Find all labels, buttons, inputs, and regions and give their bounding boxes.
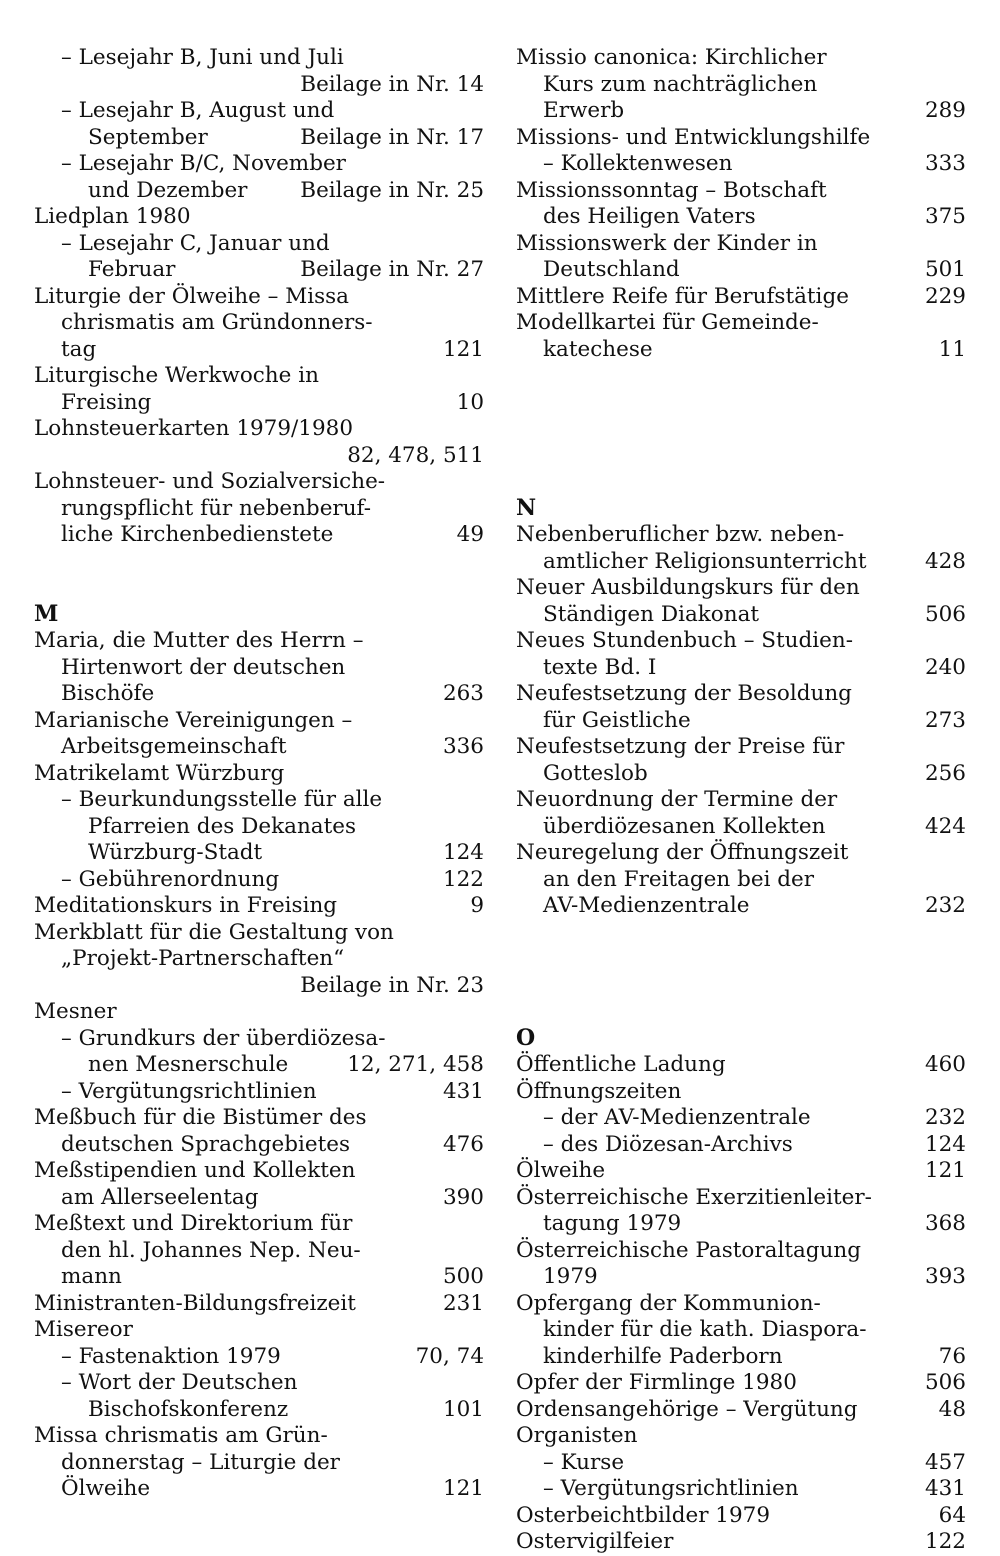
index-entry-line: [34, 309, 484, 336]
entry-text: Neuordnung der Termine der: [516, 787, 838, 812]
page-reference: 460: [924, 1052, 966, 1077]
page-reference: 64: [938, 1502, 966, 1528]
index-entry-line: [34, 1184, 484, 1211]
entry-text: Missio canonica: Kirchlicher: [516, 45, 827, 70]
entry-text: Liedplan 1980: [34, 204, 191, 229]
index-entry-line: [34, 44, 484, 71]
entry-text: Ständigen Diakonat: [543, 601, 760, 627]
index-entry-line: [34, 1263, 484, 1290]
index-entry-line: [516, 1369, 966, 1396]
entry-text: donnerstag – Liturgie der: [61, 1449, 340, 1475]
entry-text: Ölweihe: [61, 1476, 151, 1501]
index-entry-line: [516, 813, 966, 840]
entry-text: – Gebührenordnung: [61, 866, 280, 892]
index-entry-line: [516, 972, 966, 999]
entry-text: – Wort der Deutschen: [61, 1370, 298, 1395]
page-reference: 476: [442, 1131, 484, 1157]
index-entry-line: [516, 71, 966, 98]
page-reference: 506: [924, 1370, 966, 1395]
index-entry-line: [516, 1502, 966, 1529]
index-entry-line: [516, 654, 966, 681]
index-entry-line: [34, 1475, 484, 1502]
page-reference: 124: [924, 1131, 966, 1157]
index-entry-line: [516, 44, 966, 71]
index-entry-line: [34, 760, 484, 787]
entry-text: tag: [61, 336, 97, 362]
entry-text: Liturgische Werkwoche in: [34, 363, 319, 388]
page-reference: 240: [924, 654, 966, 680]
entry-text: – Lesejahr B, August und: [61, 98, 335, 123]
index-entry-line: [516, 1078, 966, 1105]
entry-text: und Dezember: [88, 177, 248, 203]
index-entry-line: [34, 1104, 484, 1131]
entry-text: – Kurse: [543, 1449, 625, 1475]
index-entry-line: [34, 468, 484, 495]
page-reference: 232: [924, 1105, 966, 1130]
entry-text: – Fastenaktion 1979: [61, 1343, 281, 1369]
entry-text: texte Bd. I: [543, 654, 657, 680]
index-entry-line: [34, 813, 484, 840]
page-reference: 256: [924, 760, 966, 786]
entry-text: AV-Medienzentrale: [543, 893, 750, 918]
entry-text: rungspflicht für nebenberuf-: [61, 495, 371, 521]
page-reference: 431: [924, 1476, 966, 1501]
index-entry-line: [516, 1422, 966, 1449]
entry-text: Marianische Vereinigungen –: [34, 707, 353, 733]
index-entry-line: [516, 362, 966, 389]
page-reference: 11: [938, 336, 966, 362]
index-entry-line: [516, 283, 966, 310]
page-reference: 12, 271, 458: [347, 1052, 484, 1077]
index-entry-line: [34, 150, 484, 177]
index-entry-line: [34, 654, 484, 681]
entry-text: – Grundkurs der überdiözesa-: [61, 1025, 386, 1051]
index-entry-line: [516, 1237, 966, 1264]
page-reference: 336: [442, 734, 484, 759]
entry-text: – Beurkundungsstelle für alle: [61, 787, 383, 812]
entry-text: M: [34, 600, 59, 627]
entry-text: Neufestsetzung der Besoldung: [516, 681, 852, 706]
page-reference: 431: [442, 1078, 484, 1104]
entry-text: Matrikelamt Würzburg: [34, 760, 285, 786]
index-entry-line: [34, 919, 484, 946]
index-entry-line: [34, 495, 484, 522]
index-entry-line: [516, 945, 966, 972]
entry-text: Februar: [88, 257, 176, 282]
page-reference: 229: [924, 283, 966, 309]
index-entry-line: [516, 1316, 966, 1343]
entry-text: Bischöfe: [61, 681, 155, 706]
page-reference: 500: [442, 1264, 484, 1289]
entry-text: amtlicher Religionsunterricht: [543, 548, 867, 574]
entry-text: Mesner: [34, 999, 117, 1024]
index-entry-line: [516, 1290, 966, 1317]
entry-text: Gotteslob: [543, 760, 648, 786]
page-reference: 124: [442, 840, 484, 865]
index-entry-line: [34, 866, 484, 893]
entry-text: N: [516, 494, 537, 521]
page-reference: 501: [924, 257, 966, 282]
entry-text: – Vergütungsrichtlinien: [543, 1476, 799, 1501]
entry-text: überdiözesanen Kollekten: [543, 813, 826, 839]
index-entry-line: [34, 972, 484, 999]
entry-text: Ministranten-Bildungsfreizeit: [34, 1290, 356, 1316]
entry-text: tagung 1979: [543, 1211, 682, 1236]
index-entry-line: [34, 1449, 484, 1476]
page-reference: 70, 74: [415, 1343, 484, 1369]
section-letter: [34, 601, 484, 628]
index-entry-line: [516, 1157, 966, 1184]
entry-text: den hl. Johannes Nep. Neu-: [61, 1237, 361, 1263]
entry-text: – Lesejahr B/C, November: [61, 151, 346, 176]
page-reference: 232: [924, 893, 966, 918]
index-entry-line: [516, 1210, 966, 1237]
page-reference: 121: [442, 1476, 484, 1501]
entry-text: Österreichische Exerzitienleiter-: [516, 1184, 872, 1210]
index-entry-line: [34, 124, 484, 151]
index-entry-line: [34, 1422, 484, 1449]
entry-text: – Lesejahr B, Juni und Juli: [61, 45, 344, 70]
index-entry-line: [34, 230, 484, 257]
index-entry-line: [34, 177, 484, 204]
entry-text: deutschen Sprachgebietes: [61, 1131, 351, 1157]
index-entry-line: [34, 892, 484, 919]
index-entry-line: [34, 1131, 484, 1158]
entry-text: an den Freitagen bei der: [543, 866, 815, 892]
entry-text: Bischofskonferenz: [88, 1396, 289, 1422]
index-entry-line: [516, 919, 966, 946]
index-entry-line: [34, 442, 484, 469]
index-entry-line: [34, 707, 484, 734]
index-entry-line: [34, 283, 484, 310]
entry-text: liche Kirchenbedienstete: [61, 522, 334, 547]
entry-text: Mittlere Reife für Berufstätige: [516, 283, 849, 309]
index-entry-line: [516, 1051, 966, 1078]
entry-text: kinder für die kath. Diaspora-: [543, 1317, 867, 1342]
page-reference: 121: [924, 1158, 966, 1183]
index-entry-line: [516, 124, 966, 151]
index-entry-line: [34, 998, 484, 1025]
index-entry-line: [34, 203, 484, 230]
index-entry-line: [516, 177, 966, 204]
index-entry-line: [516, 627, 966, 654]
index-entry-line: [34, 945, 484, 972]
entry-text: Meßstipendien und Kollekten: [34, 1158, 356, 1183]
index-entry-line: [516, 892, 966, 919]
entry-text: Öffentliche Ladung: [516, 1052, 726, 1077]
index-entry-line: [34, 1051, 484, 1078]
index-entry-line: [516, 760, 966, 787]
page-reference: 333: [924, 151, 966, 176]
index-entry-line: [516, 150, 966, 177]
index-entry-line: [516, 1449, 966, 1476]
page-reference: 48: [938, 1396, 966, 1422]
section-letter: [516, 1025, 966, 1052]
entry-text: Missionssonntag – Botschaft: [516, 177, 827, 203]
page-reference: Beilage in Nr. 14: [300, 71, 484, 97]
entry-text: Öffnungszeiten: [516, 1078, 682, 1104]
page-reference: 122: [442, 866, 484, 892]
index-entry-line: [34, 1025, 484, 1052]
entry-text: Ordensangehörige – Vergütung: [516, 1396, 858, 1422]
page-reference: 393: [924, 1264, 966, 1289]
entry-text: des Heiligen Vaters: [543, 204, 756, 229]
page-reference: 101: [442, 1396, 484, 1422]
page-reference: Beilage in Nr. 23: [300, 972, 484, 998]
entry-text: Lohnsteuerkarten 1979/1980: [34, 416, 354, 441]
index-entry-line: [516, 1263, 966, 1290]
index-entry-line: [516, 1131, 966, 1158]
index-entry-line: [34, 786, 484, 813]
entry-text: Maria, die Mutter des Herrn –: [34, 628, 364, 653]
index-entry-line: [34, 1290, 484, 1317]
entry-text: – der AV-Medienzentrale: [543, 1105, 811, 1130]
index-entry-line: [516, 786, 966, 813]
index-entry-line: [516, 680, 966, 707]
entry-text: – Lesejahr C, Januar und: [61, 230, 330, 256]
index-entry-line: [34, 362, 484, 389]
page-reference: Beilage in Nr. 17: [300, 124, 484, 150]
index-entry-line: [34, 521, 484, 548]
entry-text: „Projekt-Partnerschaften“: [61, 946, 345, 971]
entry-text: nen Mesnerschule: [88, 1052, 289, 1077]
page-reference: 76: [938, 1343, 966, 1369]
entry-text: – Kollektenwesen: [543, 151, 733, 176]
entry-text: Neuer Ausbildungskurs für den: [516, 575, 860, 600]
page-reference: Beilage in Nr. 25: [300, 177, 484, 203]
index-entry-line: [516, 1475, 966, 1502]
index-entry-line: [34, 680, 484, 707]
index-entry-line: [34, 336, 484, 363]
entry-text: Opfer der Firmlinge 1980: [516, 1370, 797, 1395]
entry-text: O: [516, 1024, 536, 1051]
index-entry-line: [516, 1343, 966, 1370]
index-entry-line: [34, 548, 484, 575]
index-entry-line: [34, 1157, 484, 1184]
page-reference: 506: [924, 601, 966, 627]
entry-text: Meditationskurs in Freising: [34, 893, 338, 918]
index-entry-line: [516, 468, 966, 495]
index-entry-line: [34, 839, 484, 866]
index-entry-line: [34, 97, 484, 124]
entry-text: Missions- und Entwicklungshilfe: [516, 124, 871, 150]
index-entry-line: [516, 707, 966, 734]
entry-text: Hirtenwort der deutschen: [61, 654, 346, 680]
index-entry-line: [34, 1369, 484, 1396]
index-entry-line: [34, 733, 484, 760]
page-reference: 289: [924, 98, 966, 123]
index-entry-line: [34, 1396, 484, 1423]
index-entry-line: [516, 733, 966, 760]
index-entry-line: [34, 1343, 484, 1370]
entry-text: Freising: [61, 389, 152, 415]
entry-text: September: [88, 124, 208, 150]
index-entry-line: [516, 230, 966, 257]
index-entry-line: [516, 415, 966, 442]
entry-text: katechese: [543, 336, 653, 362]
index-entry-line: [516, 998, 966, 1025]
page-reference: 428: [924, 548, 966, 574]
index-entry-line: [516, 1528, 966, 1555]
index-entry-line: [516, 574, 966, 601]
index-entry-line: [34, 1237, 484, 1264]
page-reference: 9: [470, 893, 484, 918]
entry-text: am Allerseelentag: [61, 1184, 259, 1210]
index-entry-line: [34, 1078, 484, 1105]
index-entry-line: [516, 839, 966, 866]
entry-text: Neuregelung der Öffnungszeit: [516, 840, 849, 865]
page-reference: 82, 478, 511: [347, 442, 484, 468]
page-reference: 263: [442, 681, 484, 706]
entry-text: – Vergütungsrichtlinien: [61, 1078, 317, 1104]
page-reference: 375: [924, 204, 966, 229]
page-reference: 49: [456, 522, 484, 547]
entry-text: Arbeitsgemeinschaft: [61, 734, 287, 759]
page-reference: 10: [456, 389, 484, 415]
entry-text: Meßbuch für die Bistümer des: [34, 1105, 367, 1130]
index-entry-line: [516, 1104, 966, 1131]
index-entry-line: [34, 574, 484, 601]
index-entry-line: [516, 442, 966, 469]
entry-text: kinderhilfe Paderborn: [543, 1343, 783, 1369]
page-reference: 122: [924, 1529, 966, 1554]
entry-text: Österreichische Pastoraltagung: [516, 1237, 862, 1263]
index-entry-line: [516, 203, 966, 230]
index-entry-line: [34, 256, 484, 283]
entry-text: Nebenberuflicher bzw. neben-: [516, 522, 845, 547]
section-letter: [516, 495, 966, 522]
index-entry-line: [516, 866, 966, 893]
page-reference: 368: [924, 1211, 966, 1236]
entry-text: Würzburg-Stadt: [88, 840, 263, 865]
entry-text: Osterbeichtbilder 1979: [516, 1502, 771, 1528]
entry-text: Erwerb: [543, 98, 625, 123]
entry-text: chrismatis am Gründonners-: [61, 310, 373, 335]
index-entry-line: [34, 415, 484, 442]
index-entry-line: [34, 627, 484, 654]
index-entry-line: [516, 548, 966, 575]
entry-text: Merkblatt für die Gestaltung von: [34, 919, 394, 945]
index-entry-line: [516, 521, 966, 548]
index-entry-line: [34, 389, 484, 416]
page-reference: 273: [924, 707, 966, 733]
page-reference: 457: [924, 1449, 966, 1475]
entry-text: Neues Stundenbuch – Studien-: [516, 628, 853, 653]
page-reference: 121: [442, 336, 484, 362]
index-entry-line: [34, 1316, 484, 1343]
index-entry-line: [34, 71, 484, 98]
entry-text: Meßtext und Direktorium für: [34, 1211, 353, 1236]
entry-text: Misereor: [34, 1317, 133, 1342]
entry-text: Pfarreien des Dekanates: [88, 813, 357, 839]
entry-text: Ostervigilfeier: [516, 1529, 674, 1554]
entry-text: Ölweihe: [516, 1158, 606, 1183]
entry-text: 1979: [543, 1264, 598, 1289]
index-entry-line: [516, 336, 966, 363]
entry-text: Modellkartei für Gemeinde-: [516, 310, 819, 335]
page-reference: 424: [924, 813, 966, 839]
entry-text: Kurs zum nachträglichen: [543, 71, 818, 97]
page-reference: 231: [442, 1290, 484, 1316]
entry-text: mann: [61, 1264, 122, 1289]
entry-text: Neufestsetzung der Preise für: [516, 734, 845, 759]
entry-text: Liturgie der Ölweihe – Missa: [34, 283, 349, 309]
index-entry-line: [516, 1184, 966, 1211]
index-entry-line: [516, 389, 966, 416]
page-reference: 390: [442, 1184, 484, 1210]
index-entry-line: [516, 97, 966, 124]
index-entry-line: [516, 256, 966, 283]
page-reference: Beilage in Nr. 27: [300, 257, 484, 282]
index-entry-line: [516, 1396, 966, 1423]
entry-text: Organisten: [516, 1423, 638, 1448]
entry-text: für Geistliche: [543, 707, 691, 733]
entry-text: Missionswerk der Kinder in: [516, 230, 818, 256]
entry-text: Opfergang der Kommunion-: [516, 1290, 821, 1316]
entry-text: Missa chrismatis am Grün-: [34, 1423, 328, 1448]
index-entry-line: [34, 1210, 484, 1237]
index-entry-line: [516, 601, 966, 628]
entry-text: Lohnsteuer- und Sozialversiche-: [34, 469, 386, 494]
entry-text: – des Diözesan-Archivs: [543, 1131, 793, 1157]
index-entry-line: [516, 309, 966, 336]
entry-text: Deutschland: [543, 257, 680, 282]
